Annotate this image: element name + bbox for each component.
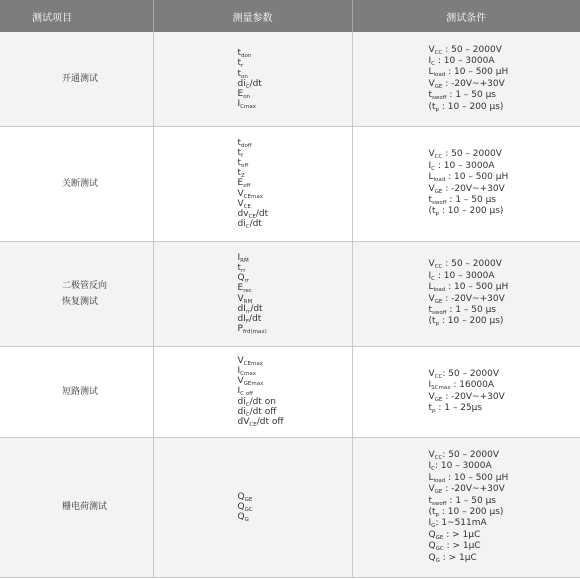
line-text: : 10 – 3000A xyxy=(435,461,492,472)
line-text: V xyxy=(428,449,435,460)
cell-line xyxy=(429,553,580,564)
cell-line xyxy=(238,324,352,334)
line-text: /dt xyxy=(249,313,262,324)
subscript-text: GE xyxy=(435,534,444,541)
subscript-text: load xyxy=(433,72,446,79)
line-text: : 50 – 2000V xyxy=(442,149,502,160)
line-text: : 1 – 25μs xyxy=(435,402,483,413)
cell-line xyxy=(238,273,352,283)
cell-line xyxy=(429,184,580,195)
subscript-text: f xyxy=(241,152,243,159)
subscript-text: CC xyxy=(434,154,443,161)
test-item-cell xyxy=(0,126,153,241)
subscript-text: G xyxy=(244,517,249,524)
cell-line xyxy=(238,492,352,502)
subscript-text: rr xyxy=(245,308,251,315)
line-text: Q xyxy=(237,501,245,512)
subscript-text: off xyxy=(243,183,251,190)
line-text: dV xyxy=(237,417,250,427)
test-item-name: 短路测试 xyxy=(62,386,99,397)
line-text: : 1 – 50 μs xyxy=(446,90,496,101)
subscript-text: CC xyxy=(434,49,443,56)
test-conditions-cell xyxy=(352,241,580,346)
subscript-text: GE xyxy=(244,496,253,503)
line-text: L xyxy=(428,67,434,78)
subscript-text: rec xyxy=(243,288,252,295)
subscript-text: rr xyxy=(244,278,250,285)
cell-line xyxy=(238,294,352,304)
subscript-text: rr xyxy=(241,267,246,274)
line-text: V xyxy=(428,293,435,304)
test-conditions-cell xyxy=(352,437,580,577)
cell-line xyxy=(429,161,580,172)
subscript-text: doff xyxy=(241,142,252,149)
subscript-text: swoff xyxy=(432,500,447,507)
line-text: L xyxy=(428,172,434,183)
cell-line xyxy=(238,158,352,168)
line-text: : 10 – 500 μH xyxy=(445,67,509,78)
line-text: /dt xyxy=(250,303,263,314)
cell-line xyxy=(429,392,580,403)
cell-line xyxy=(238,199,352,209)
line-text: Q xyxy=(428,552,436,563)
subscript-text: CEmax xyxy=(243,193,263,200)
line-text: V xyxy=(237,198,244,209)
line-text: Q xyxy=(237,273,245,284)
cell-line xyxy=(238,376,352,386)
cell-line xyxy=(429,149,580,160)
line-text: : > 1μC xyxy=(443,541,481,552)
subscript-text: GE xyxy=(434,188,443,195)
subscript-text: G xyxy=(431,523,436,530)
line-text: t xyxy=(237,147,242,158)
cell-line xyxy=(238,304,352,314)
line-text: : 1 – 50 μs xyxy=(446,194,496,205)
measured-params-cell xyxy=(153,241,352,346)
subscript-text: frd(max) xyxy=(242,329,267,336)
line-text: : 10 – 500 μH xyxy=(445,472,509,483)
test-item-cell xyxy=(0,241,153,346)
line-text: P xyxy=(237,324,243,335)
subscript-text: C xyxy=(245,83,250,90)
line-text: : 10 – 200 μs) xyxy=(439,507,504,517)
line-text: t xyxy=(237,157,242,168)
cell-line xyxy=(238,138,352,148)
line-text: /dt off xyxy=(249,406,277,417)
line-text: L xyxy=(428,472,434,483)
subscript-text: swoff xyxy=(432,95,447,102)
subscript-text: GE xyxy=(434,298,443,305)
cell-line xyxy=(429,206,580,217)
table-body xyxy=(0,32,580,577)
line-text: dI xyxy=(237,303,246,314)
line-text: V xyxy=(428,183,435,194)
line-text: di xyxy=(237,78,246,89)
cell-line xyxy=(238,314,352,324)
test-item-name: 二极管反向 xyxy=(62,280,108,291)
cell-line xyxy=(238,386,352,396)
line-text: dI xyxy=(237,313,246,324)
line-text: I xyxy=(428,55,432,66)
subscript-text: CE xyxy=(248,214,256,220)
cell-line xyxy=(238,79,352,89)
line-text: I xyxy=(237,252,241,263)
cell-line xyxy=(429,541,580,552)
line-text: V xyxy=(428,368,435,379)
line-text: V xyxy=(237,188,244,199)
line-text: t xyxy=(428,402,433,413)
line-text: I xyxy=(428,160,432,171)
test-item-name: 恢复测试 xyxy=(62,296,99,307)
test-item-name: 栅电荷测试 xyxy=(62,502,108,512)
line-text: t xyxy=(237,262,242,273)
cell-line xyxy=(429,484,580,495)
cell-line xyxy=(238,89,352,99)
table-row xyxy=(0,346,580,437)
cell-line xyxy=(238,397,352,407)
subscript-text: CEmax xyxy=(243,360,263,367)
cell-line xyxy=(238,189,352,199)
measured-params-cell xyxy=(153,346,352,437)
cell-line xyxy=(429,403,580,414)
line-text: t xyxy=(237,68,242,79)
cell-line xyxy=(429,294,580,305)
cell-line xyxy=(429,530,580,541)
cell-line xyxy=(429,90,580,101)
cell-line xyxy=(429,380,580,391)
cell-line xyxy=(238,168,352,178)
line-text: t xyxy=(237,168,242,179)
subscript-text: Cmax xyxy=(240,104,256,111)
test-conditions-cell xyxy=(352,346,580,437)
cell-line xyxy=(429,259,580,270)
test-item-name: 关断测试 xyxy=(62,178,99,189)
subscript-text: p xyxy=(435,321,440,328)
line-text: : -20V~+30V xyxy=(442,391,505,402)
subscript-text: G xyxy=(435,557,440,564)
line-text: E xyxy=(237,178,244,189)
cell-line xyxy=(238,148,352,158)
subscript-text: C xyxy=(431,275,435,282)
line-text: Q xyxy=(237,512,245,523)
line-text: : -20V~+30V xyxy=(442,78,505,89)
test-item-name: 开通测试 xyxy=(62,73,99,84)
subscript-text: Cmax xyxy=(240,370,256,377)
subscript-text: swoff xyxy=(432,199,447,206)
line-text: t xyxy=(237,48,242,59)
subscript-text: load xyxy=(433,287,446,294)
line-text: : 50 – 2000V xyxy=(442,259,502,270)
line-text: (t xyxy=(428,507,436,517)
line-text: I xyxy=(428,270,432,281)
line-text: : 10 – 3000A xyxy=(435,270,495,281)
subscript-text: swoff xyxy=(432,309,447,316)
cell-line xyxy=(238,69,352,79)
line-text: V xyxy=(428,149,435,160)
cell-line xyxy=(429,282,580,293)
cell-line xyxy=(238,209,352,219)
cell-line xyxy=(238,512,352,522)
line-text: V xyxy=(428,78,435,89)
line-text: : > 1μC xyxy=(443,529,481,540)
cell-line xyxy=(429,369,580,380)
cell-line xyxy=(238,99,352,109)
line-text: I xyxy=(428,380,432,391)
line-text: V xyxy=(428,484,435,495)
subscript-text: GC xyxy=(435,546,444,553)
subscript-text: CC xyxy=(434,373,443,380)
line-text: : > 1μC xyxy=(439,552,477,563)
cell-line xyxy=(429,450,580,461)
cell-line xyxy=(238,263,352,273)
subscript-text: CC xyxy=(434,454,443,461)
line-text: dv xyxy=(237,209,249,219)
subscript-text: load xyxy=(433,177,446,184)
cell-line xyxy=(429,271,580,282)
cell-line xyxy=(429,102,580,113)
line-text: : 1 – 50 μs xyxy=(446,495,496,506)
subscript-text: GEmax xyxy=(243,381,264,388)
line-text: : 10 – 500 μH xyxy=(445,282,509,293)
cell-line xyxy=(238,502,352,512)
line-text: : 10 – 200 μs) xyxy=(439,101,504,112)
line-text: V xyxy=(237,355,244,366)
cell-line xyxy=(238,366,352,376)
subscript-text: don xyxy=(241,53,252,60)
line-text: : 50 – 2000V xyxy=(442,449,499,460)
measured-params-cell xyxy=(153,32,352,126)
subscript-text: RM xyxy=(243,298,253,305)
cell-line xyxy=(429,316,580,327)
cell-line xyxy=(429,79,580,90)
subscript-text: off xyxy=(241,162,249,169)
line-text: (t xyxy=(428,206,436,217)
table-header xyxy=(0,0,580,32)
subscript-text: C xyxy=(245,401,250,408)
line-text: L xyxy=(428,282,434,293)
line-text: : -20V~+30V xyxy=(442,484,505,495)
subscript-text: RM xyxy=(240,257,249,264)
cell-line xyxy=(429,473,580,484)
line-text: /dt xyxy=(249,219,262,230)
subscript-text: CE xyxy=(249,422,257,428)
subscript-text: C off xyxy=(240,391,253,398)
line-text: t xyxy=(237,58,242,69)
line-text: Q xyxy=(428,541,436,552)
header-measured-params: 测量参数 xyxy=(153,0,352,32)
table-row xyxy=(0,437,580,577)
table-row xyxy=(0,32,580,126)
line-text: E xyxy=(237,283,244,294)
line-text: t xyxy=(428,304,433,315)
subscript-text: on xyxy=(243,93,251,100)
line-text: : 1~511mA xyxy=(435,518,487,529)
cell-line xyxy=(238,407,352,417)
subscript-text: C xyxy=(431,466,435,473)
cell-line xyxy=(238,417,352,427)
subscript-text: C xyxy=(431,60,435,67)
cell-line xyxy=(238,253,352,263)
test-item-cell xyxy=(0,346,153,437)
line-text: Q xyxy=(237,491,245,502)
cell-line xyxy=(238,283,352,293)
line-text: (t xyxy=(428,101,436,112)
cell-line xyxy=(429,305,580,316)
line-text: /dt off xyxy=(256,417,284,427)
subscript-text: CE xyxy=(243,203,251,210)
line-text: di xyxy=(237,406,246,417)
line-text: /dt xyxy=(249,78,262,89)
subscript-text: p xyxy=(435,211,440,218)
line-text: I xyxy=(428,518,432,529)
line-text: : 10 – 3000A xyxy=(435,160,495,171)
line-text: : -20V~+30V xyxy=(442,293,505,304)
test-conditions-cell xyxy=(352,32,580,126)
subscript-text: r xyxy=(241,63,244,70)
line-text: : 50 – 2000V xyxy=(442,44,502,55)
cell-line xyxy=(429,518,580,529)
cell-line xyxy=(238,219,352,229)
line-text: : 10 – 3000A xyxy=(435,55,495,66)
subscript-text: Z xyxy=(241,173,245,180)
subscript-text: GE xyxy=(434,396,443,403)
table-row xyxy=(0,126,580,241)
line-text: V xyxy=(237,293,244,304)
test-item-cell xyxy=(0,437,153,577)
measured-params-cell xyxy=(153,437,352,577)
line-text: t xyxy=(428,90,433,101)
line-text: V xyxy=(428,44,435,55)
line-text: : 10 – 200 μs) xyxy=(439,316,504,327)
subscript-text: p xyxy=(435,106,440,113)
subscript-text: GC xyxy=(244,506,253,513)
cell-line xyxy=(429,67,580,78)
cell-line xyxy=(238,178,352,188)
line-text: V xyxy=(428,391,435,402)
line-text: : 1 – 50 μs xyxy=(446,304,496,315)
cell-line xyxy=(238,58,352,68)
cell-line xyxy=(429,56,580,67)
line-text: I xyxy=(428,461,432,472)
test-conditions-cell xyxy=(352,126,580,241)
measured-params-cell xyxy=(153,126,352,241)
subscript-text: C xyxy=(245,224,250,231)
line-text: t xyxy=(237,137,242,148)
line-text: I xyxy=(237,99,241,110)
line-text: : 10 – 500 μH xyxy=(445,172,509,183)
cell-line xyxy=(238,356,352,366)
subscript-text: C xyxy=(431,165,435,172)
cell-line xyxy=(429,496,580,507)
cell-line xyxy=(429,172,580,183)
cell-line xyxy=(429,195,580,206)
subscript-text: p xyxy=(432,407,436,414)
line-text: Q xyxy=(428,529,436,540)
line-text: V xyxy=(428,259,435,270)
subscript-text: F xyxy=(245,318,250,325)
subscript-text: load xyxy=(433,477,446,484)
test-item-cell xyxy=(0,32,153,126)
header-test-item: 测试项目 xyxy=(0,0,153,32)
line-text: di xyxy=(237,396,246,407)
line-text: /dt on xyxy=(249,396,276,407)
subscript-text: GE xyxy=(434,83,443,90)
subscript-text: on xyxy=(241,73,248,80)
table-row xyxy=(0,241,580,346)
line-text: t xyxy=(428,194,433,205)
line-text: I xyxy=(237,365,241,376)
line-text: : 50 – 2000V xyxy=(442,368,499,379)
cell-line xyxy=(429,461,580,472)
line-text: : 10 – 200 μs) xyxy=(439,206,504,217)
line-text: di xyxy=(237,219,246,230)
line-text: (t xyxy=(428,316,436,327)
line-text: : 16000A xyxy=(450,380,495,391)
line-text: I xyxy=(237,386,241,397)
line-text: t xyxy=(428,495,433,506)
line-text: V xyxy=(237,376,244,387)
subscript-text: GE xyxy=(434,489,443,496)
line-text: : -20V~+30V xyxy=(442,183,505,194)
line-text: /dt xyxy=(255,209,269,219)
header-test-conditions: 测试条件 xyxy=(352,0,580,32)
subscript-text: C xyxy=(245,411,250,418)
subscript-text: p xyxy=(435,512,440,518)
line-text: E xyxy=(237,88,244,99)
subscript-text: SCmax xyxy=(431,385,451,392)
cell-line xyxy=(238,48,352,58)
cell-line xyxy=(429,507,580,518)
subscript-text: CC xyxy=(434,264,443,271)
cell-line xyxy=(429,45,580,56)
